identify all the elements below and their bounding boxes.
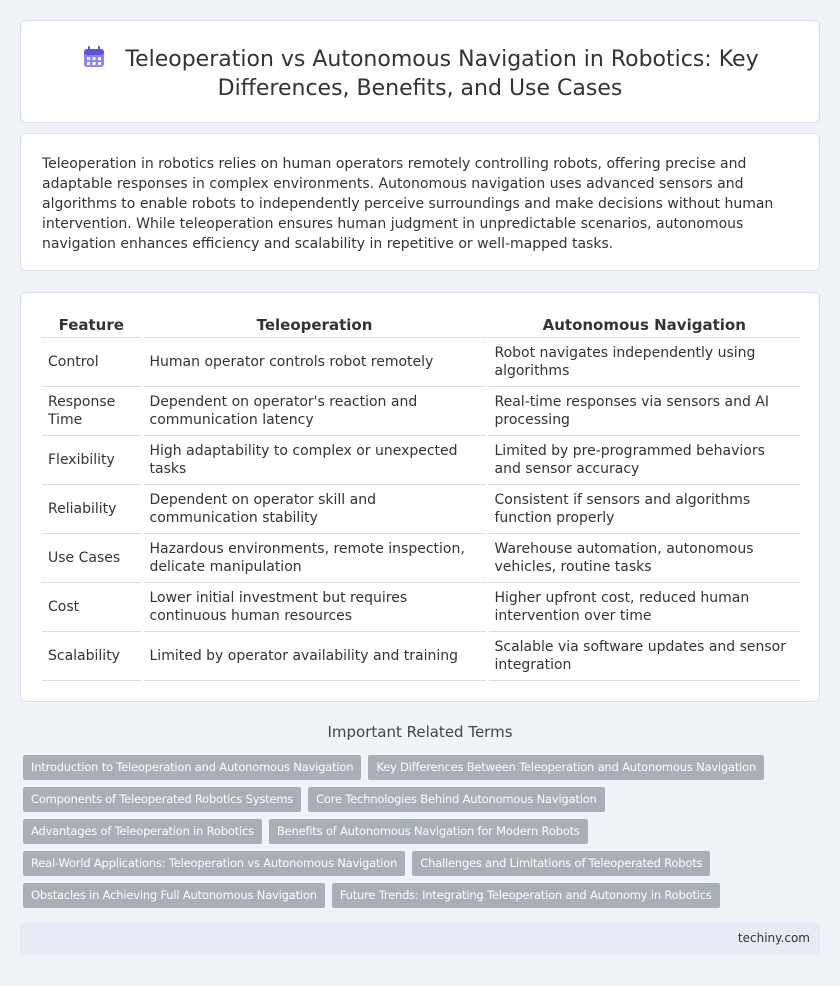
footer <box>20 922 820 955</box>
column-header-teleoperation: Teleoperation <box>142 314 487 337</box>
feature-cell: Use Cases <box>42 533 142 582</box>
teleoperation-cell: High adaptability to complex or unexpected tasks <box>142 435 487 484</box>
teleoperation-cell: Dependent on operator's reaction and communication latency <box>142 386 487 435</box>
related-term-tag[interactable]: Obstacles in Achieving Full Autonomous Navigation <box>23 883 325 908</box>
teleoperation-cell: Limited by operator availability and training <box>142 631 487 680</box>
autonomous-cell: Limited by pre-programmed behaviors and sensor accuracy <box>487 435 800 484</box>
related-term-tag[interactable]: Introduction to Teleoperation and Autonomous Navigation <box>23 755 361 780</box>
related-term-tag[interactable]: Future Trends: Integrating Teleoperation and Autonomy in Robotics <box>332 883 720 908</box>
autonomous-cell: Higher upfront cost, reduced human intervention over time <box>487 582 800 631</box>
feature-cell: Flexibility <box>42 435 142 484</box>
autonomous-cell: Robot navigates independently using algorithms <box>487 337 800 386</box>
tag-row <box>23 755 813 780</box>
teleoperation-cell: Hazardous environments, remote inspection, delicate manipulation <box>142 533 487 582</box>
column-header-autonomous: Autonomous Navigation <box>487 314 800 337</box>
autonomous-cell: Warehouse automation, autonomous vehicles, routine tasks <box>487 533 800 582</box>
related-term-tag[interactable]: Core Technologies Behind Autonomous Navigation <box>308 787 605 812</box>
related-term-tag[interactable]: Challenges and Limitations of Teleoperated Robots <box>412 851 710 876</box>
calendar-icon <box>81 44 107 70</box>
table-row <box>42 582 800 631</box>
teleoperation-cell: Human operator controls robot remotely <box>142 337 487 386</box>
intro-card <box>20 133 820 271</box>
comparison-card <box>20 292 820 702</box>
teleoperation-cell: Dependent on operator skill and communication stability <box>142 484 487 533</box>
column-header-feature: Feature <box>42 314 142 337</box>
intro-paragraph: Teleoperation in robotics relies on human operators remotely controlling robots, offering precise and adaptable responses in complex environments. Autonomous navigation uses advanced sensors and algorithms to enable robots to independently perceive surroundings and make decisions without human intervention. While teleoperation ensures human judgment in unpredictable scenarios, autonomous navigation enhances efficiency and scalability in repetitive or well-mapped tasks. <box>42 156 774 252</box>
table-row <box>42 337 800 386</box>
feature-cell: Scalability <box>42 631 142 680</box>
table-row <box>42 435 800 484</box>
tag-row <box>23 787 813 812</box>
related-terms-title: Important Related Terms <box>327 723 513 741</box>
related-term-tag[interactable]: Advantages of Teleoperation in Robotics <box>23 819 262 844</box>
feature-cell: Control <box>42 337 142 386</box>
header-card <box>20 20 820 123</box>
table-row <box>42 533 800 582</box>
tag-row <box>23 851 813 876</box>
autonomous-cell: Scalable via software updates and sensor integration <box>487 631 800 680</box>
title-wrap <box>21 44 819 103</box>
feature-cell: Cost <box>42 582 142 631</box>
footer-site-name: techiny.com <box>737 931 810 945</box>
related-term-tag[interactable]: Key Differences Between Teleoperation and Autonomous Navigation <box>368 755 764 780</box>
feature-cell: Response Time <box>42 386 142 435</box>
table-row <box>42 631 800 680</box>
table-header-row <box>42 314 800 337</box>
related-term-tag[interactable]: Real-World Applications: Teleoperation vs Autonomous Navigation <box>23 851 405 876</box>
related-terms-list <box>23 755 813 915</box>
tag-row <box>23 819 813 844</box>
autonomous-cell: Consistent if sensors and algorithms function properly <box>487 484 800 533</box>
autonomous-cell: Real-time responses via sensors and AI processing <box>487 386 800 435</box>
related-term-tag[interactable]: Components of Teleoperated Robotics Systems <box>23 787 301 812</box>
tag-row <box>23 883 813 908</box>
comparison-table <box>42 314 800 681</box>
table-row <box>42 386 800 435</box>
table-row <box>42 484 800 533</box>
related-term-tag[interactable]: Benefits of Autonomous Navigation for Modern Robots <box>269 819 588 844</box>
page-title: Teleoperation vs Autonomous Navigation in Robotics: Key Differences, Benefits, and Use Cases <box>125 47 759 101</box>
feature-cell: Reliability <box>42 484 142 533</box>
teleoperation-cell: Lower initial investment but requires continuous human resources <box>142 582 487 631</box>
